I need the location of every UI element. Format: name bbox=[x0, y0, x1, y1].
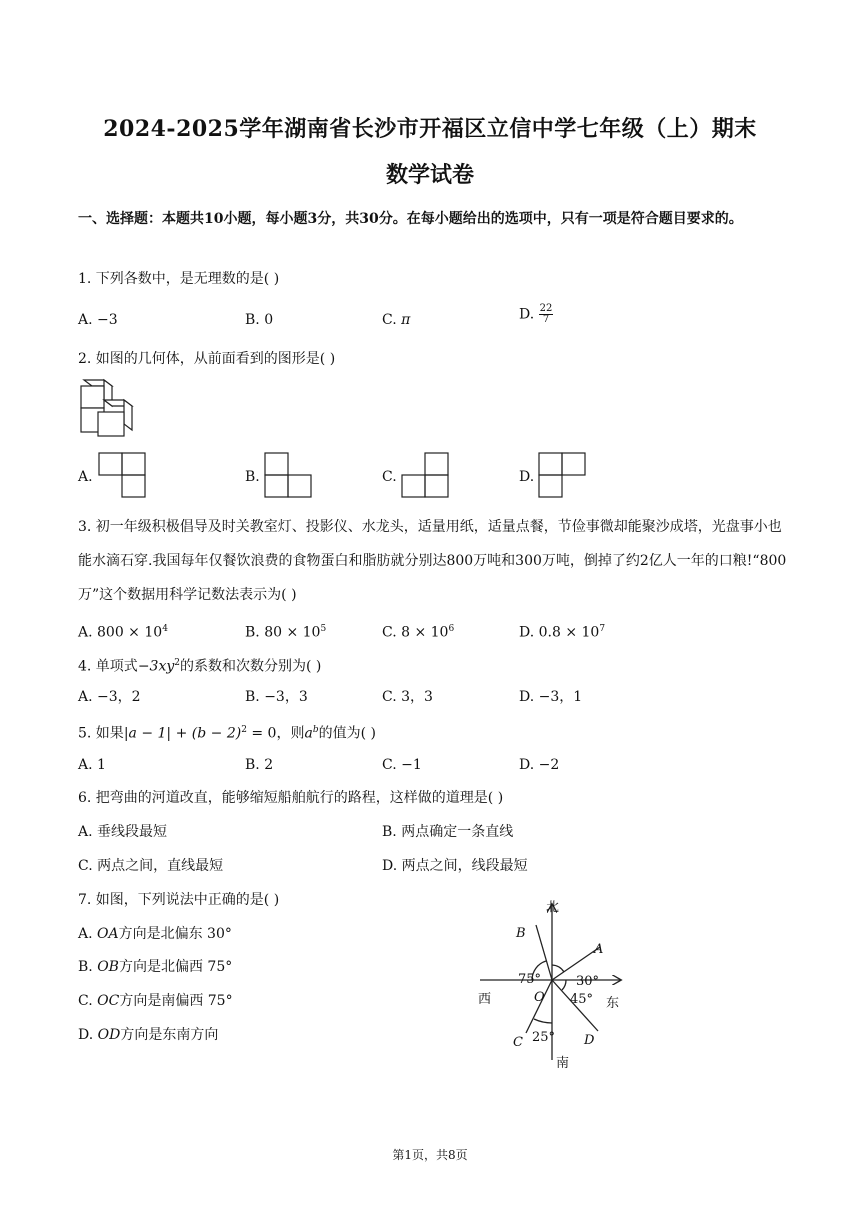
q2-option-c: C. bbox=[382, 469, 397, 485]
q2-option-d-figure bbox=[538, 452, 586, 498]
q7-option-d: D. OD方向是东南方向 bbox=[78, 1027, 219, 1043]
label-south: 南 bbox=[556, 1056, 570, 1071]
label-c: C bbox=[513, 1035, 523, 1050]
label-d: D bbox=[584, 1033, 595, 1048]
section-heading: 一、选择题：本题共10小题，每小题3分，共30分。在每小题给出的选项中，只有一项是符合题目要求的。 bbox=[78, 211, 743, 227]
q2-stem: 2. 如图的几何体，从前面看到的图形是( ) bbox=[78, 351, 336, 367]
q1-stem: 1. 下列各数中，是无理数的是( ) bbox=[78, 271, 280, 287]
q3-option-d: D. $0.8 \times 10^7$ bbox=[519, 624, 606, 641]
q4-option-b: B. −3，3 bbox=[245, 689, 308, 705]
q6-stem: 6. 把弯曲的河道改直，能够缩短船舶航行的路程，这样做的道理是( ) bbox=[78, 790, 504, 806]
arc-45 bbox=[562, 980, 566, 990]
q1-option-d: D. $\frac{22}{7}$ bbox=[519, 303, 553, 325]
q5-option-a: A. 1 bbox=[78, 757, 106, 773]
q4-option-c: C. 3，3 bbox=[382, 689, 433, 705]
q5-option-d: D. −2 bbox=[519, 757, 560, 773]
q4-stem: 4. 单项式$-3xy^2$的系数和次数分别为( ) bbox=[78, 658, 322, 675]
exam-title-line1: 2024-2025学年湖南省长沙市开福区立信中学七年级（上）期末 bbox=[103, 116, 757, 142]
q2-option-d: D. bbox=[519, 469, 535, 485]
q2-option-a: A. bbox=[78, 469, 93, 485]
q2-option-a-figure bbox=[98, 452, 146, 498]
q1-option-c: C. π bbox=[382, 312, 411, 328]
q1-option-a: A. −3 bbox=[78, 312, 118, 328]
q5-stem: 5. 如果$|a - 1| + (b - 2)^2 = 0$，则$a^b$的值为( ) bbox=[78, 725, 376, 742]
q2-option-c-figure bbox=[401, 452, 449, 498]
q4-option-d: D. −3，1 bbox=[519, 689, 583, 705]
q3-option-c: C. $8 \times 10^6$ bbox=[382, 624, 455, 641]
compass-figure bbox=[470, 895, 640, 1070]
angle-45-label: 45° bbox=[570, 992, 594, 1007]
q2-option-b: B. bbox=[245, 469, 260, 485]
label-a: A bbox=[594, 942, 604, 957]
q6-option-b: B. 两点确定一条直线 bbox=[382, 824, 514, 840]
angle-30-label: 30° bbox=[576, 974, 600, 989]
arc-30 bbox=[552, 965, 564, 972]
label-north: 北 bbox=[546, 900, 560, 915]
q7-stem: 7. 如图，下列说法中正确的是( ) bbox=[78, 892, 280, 908]
fraction: $\frac{22}{7}$ bbox=[539, 303, 553, 325]
label-o: O bbox=[534, 990, 545, 1005]
q6-option-d: D. 两点之间，线段最短 bbox=[382, 858, 528, 874]
page-footer: 第1页，共8页 bbox=[392, 1148, 468, 1162]
label-east: 东 bbox=[606, 996, 620, 1011]
exam-title-line2: 数学试卷 bbox=[385, 162, 474, 188]
q3-option-b: B. $80 \times 10^5$ bbox=[245, 624, 327, 641]
q3-option-a: A. $800 \times 10^4$ bbox=[78, 624, 168, 641]
q4-option-a: A. −3，2 bbox=[78, 689, 141, 705]
q1-option-b: B. 0 bbox=[245, 312, 274, 328]
label-west: 西 bbox=[478, 992, 492, 1007]
angle-75-label: 75° bbox=[518, 972, 542, 987]
arc-25 bbox=[534, 1019, 552, 1023]
q7-option-c: C. OC方向是南偏西 75° bbox=[78, 993, 233, 1009]
cube-solid-figure bbox=[78, 378, 138, 440]
angle-25-label: 25° bbox=[532, 1030, 556, 1045]
q7-option-a: A. OA方向是北偏东 30° bbox=[78, 926, 232, 942]
q6-option-c: C. 两点之间，直线最短 bbox=[78, 858, 224, 874]
q6-option-a: A. 垂线段最短 bbox=[78, 824, 168, 840]
label-b: B bbox=[516, 926, 526, 941]
q5-option-c: C. −1 bbox=[382, 757, 422, 773]
q5-option-b: B. 2 bbox=[245, 757, 274, 773]
q2-option-b-figure bbox=[264, 452, 312, 498]
ray-oc bbox=[526, 980, 552, 1033]
q3-stem: 3. 初一年级积极倡导及时关教室灯、投影仪、水龙头，适量用纸，适量点餐，节俭事微却能聚沙成塔，光盘事小也能水滴石穿.我国每年仅餐饮浪费的食物蛋白和脂肪就分别达800万吨和300万吨，倒掉了约2亿人一年的口粮!“800万”这个数据用科学记数法表示为( ) bbox=[78, 519, 787, 603]
q7-option-b: B. OB方向是北偏西 75° bbox=[78, 959, 233, 975]
